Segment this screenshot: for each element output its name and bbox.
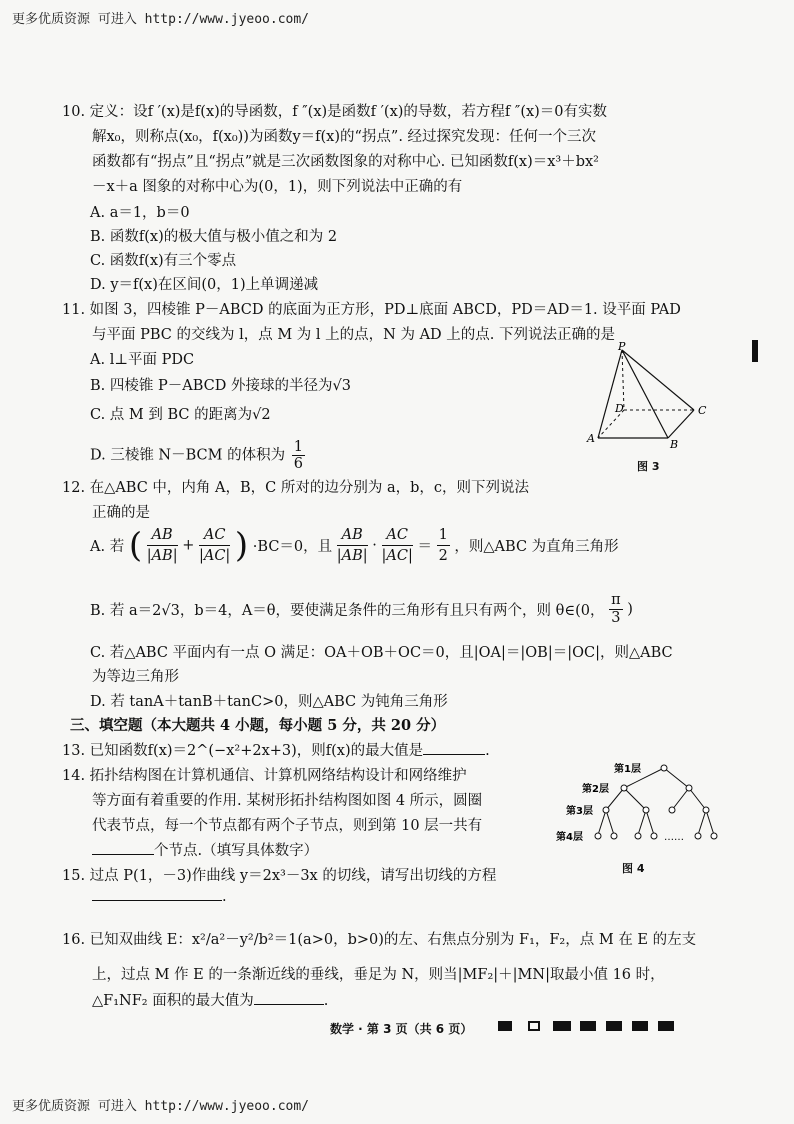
- q12-b-text: B. 若 a＝2√3，b＝4，A＝θ，要使满足条件的三角形有且只有两个，则 θ∈(0，: [90, 603, 605, 619]
- layer-2-label: 第2层: [582, 784, 609, 795]
- fraction-denominator: 6: [293, 456, 303, 472]
- q13-text: 13. 已知函数f(x)＝2^(−x²+2x+3)，则f(x)的最大值是: [62, 743, 424, 759]
- section-title: 三、填空题（本大题共 4 小题，每小题 5 分，共 20 分）: [70, 717, 446, 734]
- fraction-ac-2: [382, 525, 413, 566]
- label-a: A: [587, 432, 595, 445]
- q11-option-c: C. 点 M 到 BC 的距离为√2: [90, 407, 271, 423]
- margin-mark: [752, 340, 758, 362]
- half-num: 1: [437, 525, 450, 546]
- q11-line1: 11. 如图 3，四棱锥 P－ABCD 的底面为正方形，PD⊥底面 ABCD，PD＝AD＝1. 设平面 PAD: [62, 302, 681, 318]
- q14-line4: [92, 839, 318, 860]
- q11-option-d-text: D. 三棱锥 N－BCM 的体积为: [90, 447, 286, 464]
- ellipsis-dots: ……: [664, 832, 684, 843]
- fraction-pi-3: [609, 592, 623, 627]
- fraction-half: [437, 525, 450, 566]
- paren-left: (: [128, 525, 143, 566]
- figure-4-caption: 图 4: [622, 862, 645, 875]
- layer-4-label: 第4层: [556, 832, 583, 843]
- q11-line2: 与平面 PBC 的交线为 l，点 M 为 l 上的点，N 为 AD 上的点. 下列说法正确的是: [92, 327, 615, 343]
- abs-ac-2: |AC|: [381, 548, 413, 564]
- label-d: D: [615, 402, 624, 415]
- q10-option-b: B. 函数f(x)的极大值与极小值之和为 2: [90, 229, 338, 245]
- q12-a-mid: ·BC＝0，且: [252, 539, 333, 555]
- abs-ab: |AB|: [146, 548, 178, 564]
- q15-end: .: [222, 889, 227, 905]
- q10-line4: －x＋a 图象的对称中心为(0，1)，则下列说法中正确的有: [92, 179, 463, 195]
- q12-b-end: ): [627, 601, 633, 618]
- q13-blank: [423, 753, 485, 755]
- barcode-marks: [498, 1021, 688, 1031]
- q16-line3-text: △F₁NF₂ 面积的最大值为: [92, 993, 254, 1009]
- three: 3: [611, 610, 621, 626]
- q13-line: [62, 739, 490, 760]
- footer-link-text: 更多优质资源 可进入 http://www.jyeoo.com/: [12, 1099, 310, 1114]
- q14-line1: 14. 拓扑结构图在计算机通信、计算机网络结构设计和网络维护: [62, 768, 467, 784]
- q10-line2: 解x₀，则称点(x₀，f(x₀))为函数y＝f(x)的“拐点”. 经过探究发现：任何一个三次: [92, 129, 597, 145]
- q12-option-c-line2: 为等边三角形: [92, 669, 179, 685]
- q11-option-b: B. 四棱锥 P－ABCD 外接球的半径为√3: [90, 378, 351, 394]
- q12-option-c-line1: C. 若△ABC 平面内有一点 O 满足：OA＋OB＋OC＝0，且|OA|＝|OB|＝|OC|，则△ABC: [90, 645, 673, 661]
- vec-ac-2: AC: [382, 525, 413, 546]
- vec-ab: AB: [147, 525, 178, 546]
- q14-line2: 等方面有着重要的作用. 某树形拓扑结构图如图 4 所示，圆圈: [92, 793, 483, 809]
- q16-line2: 上，过点 M 作 E 的一条渐近线的垂线，垂足为 N，则当|MF₂|＋|MN|取最小值 16 时，: [92, 967, 665, 983]
- fraction-ab: [147, 525, 178, 566]
- header-link-text: 更多优质资源 可进入 http://www.jyeoo.com/: [12, 12, 310, 27]
- vec-ab-2: AB: [337, 525, 368, 546]
- q14-blank: [92, 853, 154, 855]
- q10-option-a: A. a＝1，b＝0: [90, 205, 190, 221]
- q12-a-eq: ＝: [417, 539, 432, 555]
- q12-option-b: [90, 592, 633, 627]
- figure-3-pyramid: [584, 340, 714, 460]
- q12-line2: 正确的是: [92, 505, 150, 521]
- q14-line4-text: 个节点.（填写具体数字）: [154, 843, 319, 859]
- layer-1-label: 第1层: [614, 764, 641, 775]
- q15-line: 15. 过点 P(1，－3)作曲线 y＝2x³－3x 的切线，请写出切线的方程: [62, 868, 497, 884]
- q16-line1: 16. 已知双曲线 E：x²/a²－y²/b²＝1(a>0，b>0)的左、右焦点分别为 F₁，F₂，点 M 在 E 的左支: [62, 932, 697, 948]
- q10-line3: 函数都有“拐点”且“拐点”就是三次函数图象的对称中心. 已知函数f(x)＝x³＋bx²: [92, 154, 599, 170]
- page-footer: 数学 · 第 3 页（共 6 页）: [330, 1022, 473, 1036]
- q15-answer-line: [92, 889, 227, 905]
- label-c: C: [698, 404, 707, 417]
- fraction-numerator: 1: [293, 439, 303, 455]
- q12-option-a: A. 若 ( $\frac{AB}{|AB|}$ + $\frac{AC}{|AC|}$ ) ·BC＝0，且 $\frac{AB}{|AB|}$ · $\frac{AC}{|AC|}$ ＝ $\frac{1}{2}$ ，则△ABC 为直角三角形: [90, 525, 619, 566]
- q12-option-d: D. 若 tanA＋tanB＋tanC>0，则△ABC 为钝角三角形: [90, 694, 448, 710]
- q11-option-d: [90, 439, 305, 472]
- q12-line1: 12. 在△ABC 中，内角 A，B，C 所对的边分别为 a，b，c，则下列说法: [62, 480, 530, 496]
- q12-a-prefix: A. 若: [90, 539, 125, 555]
- q15-blank: [92, 899, 222, 901]
- q11-option-a: A. l⊥平面 PDC: [90, 352, 195, 368]
- q10-line1: 10. 定义：设f ′(x)是f(x)的导函数，f ″(x)是函数f ′(x)的导数，若方程f ″(x)＝0有实数: [62, 104, 608, 120]
- pi: π: [611, 592, 621, 608]
- fraction-ac: [199, 525, 230, 566]
- abs-ab-2: |AB|: [336, 548, 368, 564]
- paren-right: ): [234, 525, 249, 566]
- label-p: P: [618, 340, 626, 353]
- q10-option-c: C. 函数f(x)有三个零点: [90, 253, 237, 269]
- figure-4-tree: [554, 760, 724, 860]
- q11-fraction: [292, 439, 305, 472]
- q16-line3: [92, 989, 328, 1010]
- vec-ac: AC: [199, 525, 230, 546]
- q12-a-suffix: ，则△ABC 为直角三角形: [454, 539, 619, 555]
- layer-3-label: 第3层: [566, 806, 593, 817]
- q16-blank: [254, 1003, 324, 1005]
- q10-option-d: D. y＝f(x)在区间(0，1)上单调递减: [90, 277, 319, 293]
- plus-sign: +: [182, 537, 195, 554]
- figure-3-caption: 图 3: [637, 460, 660, 473]
- q13-end: .: [485, 743, 490, 759]
- q14-line3: 代表节点，每一个节点都有两个子节点，则到第 10 层一共有: [92, 818, 483, 834]
- label-b: B: [670, 438, 679, 451]
- fraction-ab-2: [337, 525, 368, 566]
- abs-ac: |AC|: [198, 548, 231, 564]
- q16-end: .: [323, 993, 329, 1009]
- half-den: 2: [438, 548, 448, 564]
